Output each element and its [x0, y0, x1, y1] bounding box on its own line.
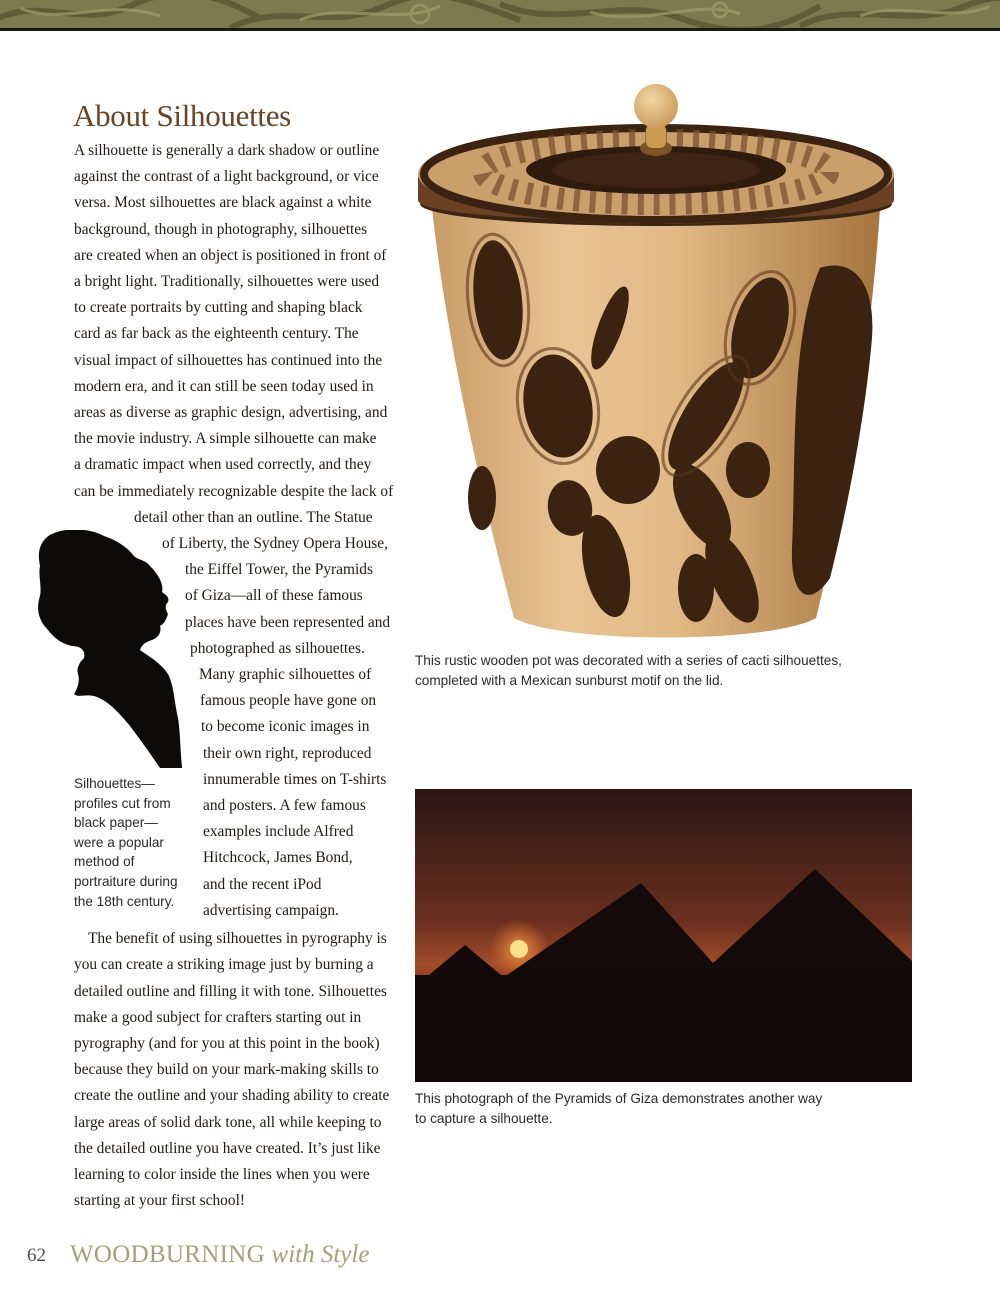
text-line: can be immediately recognizable despite the lack of	[74, 482, 394, 500]
text-line: card as far back as the eighteenth century. The	[74, 325, 359, 343]
pyramids-caption	[415, 1089, 822, 1128]
text-line: the movie industry. A simple silhouette can make	[74, 430, 377, 448]
text-line: learning to color inside the lines when you were	[74, 1165, 370, 1183]
text-line: A silhouette is generally a dark shadow or outline	[74, 142, 380, 159]
text-line: and the recent iPod	[203, 875, 322, 893]
text-line: modern era, and it can still be seen today used in	[74, 377, 374, 395]
text-line: a bright light. Traditionally, silhouettes were used	[74, 273, 380, 291]
text-line: and posters. A few famous	[203, 797, 366, 815]
caption-line: This photograph of the Pyramids of Giza demonstrates another way	[415, 1091, 823, 1106]
text-line: the detailed outline you have created. It’s just like	[74, 1139, 381, 1157]
text-line: pyrography (and for you at this point in the book)	[74, 1034, 380, 1052]
text-line: innumerable times on T-shirts	[203, 770, 387, 788]
text-line: examples include Alfred	[203, 823, 354, 841]
text-line: Many graphic silhouettes of	[199, 666, 372, 684]
top-decorative-banner	[0, 0, 1000, 30]
pot-caption	[415, 651, 842, 690]
text-line: to create portraits by cutting and shaping black	[74, 299, 363, 317]
caption-line: Silhouettes—	[74, 776, 155, 791]
text-line: famous people have gone on	[200, 692, 377, 710]
caption-line: profiles cut from	[74, 795, 171, 811]
swirl-pattern	[0, 0, 1000, 30]
text-line: Hitchcock, James Bond,	[203, 849, 353, 867]
silhouette-portrait-image	[34, 530, 184, 770]
text-line: large areas of solid dark tone, all while keeping to	[74, 1113, 382, 1131]
caption-line: portraiture during	[74, 873, 178, 889]
wooden-pot-photo	[410, 78, 912, 642]
text-line: because they build on your mark-making skills to	[74, 1061, 379, 1079]
text-line: their own right, reproduced	[203, 744, 372, 762]
page-number: 62	[27, 1245, 46, 1266]
book-title	[70, 1241, 369, 1269]
pyramids-sunset-photo	[415, 789, 912, 1082]
text-line: the Eiffel Tower, the Pyramids	[185, 561, 373, 579]
text-line: create the outline and your shading ability to create	[74, 1087, 390, 1105]
text-line: versa. Most silhouettes are black against a white	[74, 194, 372, 212]
caption-line: completed with a Mexican sunburst motif on the lid.	[415, 672, 724, 688]
banner-divider	[0, 28, 1000, 31]
text-line: detail other than an outline. The Statue	[134, 508, 373, 526]
caption-line: the 18th century.	[74, 893, 175, 909]
section-title: About Silhouettes	[73, 98, 291, 133]
text-line: The benefit of using silhouettes in pyrography is	[88, 930, 387, 948]
caption-line: black paper—	[74, 815, 158, 831]
caption-line: method of	[74, 854, 135, 870]
caption-line: This rustic wooden pot was decorated with a series of cacti silhouettes,	[415, 653, 842, 668]
text-line: advertising campaign.	[203, 901, 339, 919]
text-line: photographed as silhouettes.	[190, 639, 365, 657]
text-line: visual impact of silhouettes has continued into the	[74, 351, 383, 369]
text-line: you can create a striking image just by burning a	[74, 956, 374, 974]
text-line: starting at your first school!	[74, 1192, 245, 1210]
text-line: to become iconic images in	[201, 718, 370, 736]
text-line: a dramatic impact when used correctly, and they	[74, 456, 372, 474]
text-line: places have been represented and	[185, 613, 391, 631]
text-line: areas as diverse as graphic design, advertising, and	[74, 404, 388, 422]
silhouette-caption	[74, 774, 178, 911]
book-title-main: WOODBURNING	[70, 1241, 265, 1268]
text-line: background, though in photography, silhouettes	[74, 220, 368, 238]
caption-line: to capture a silhouette.	[415, 1110, 553, 1126]
text-line: detailed outline and filling it with tone. Silhouettes	[74, 982, 387, 1000]
text-line: are created when an object is positioned in front of	[74, 246, 387, 264]
book-title-italic: with Style	[271, 1241, 370, 1268]
text-line: against the contrast of a light background, or vice	[74, 168, 379, 186]
text-line: of Liberty, the Sydney Opera House,	[162, 535, 388, 553]
caption-line: were a popular	[74, 834, 164, 850]
text-line: of Giza—all of these famous	[185, 587, 363, 605]
text-line: make a good subject for crafters starting out in	[74, 1008, 362, 1026]
